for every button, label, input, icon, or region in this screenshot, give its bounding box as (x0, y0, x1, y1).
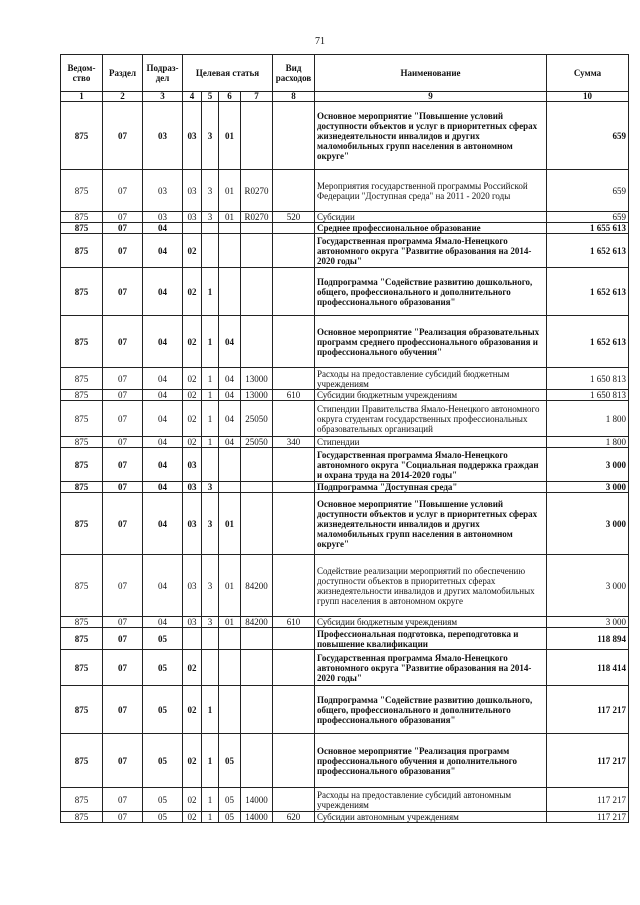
name-cell: Стипендии Правительства Ямало-Ненецкого автономного округа студентам государственных профессиональных образовательных организаций (315, 401, 547, 437)
cs-program-cell (183, 628, 202, 650)
podrazdel-cell: 05 (143, 734, 183, 788)
ved-cell: 875 (61, 268, 103, 316)
header-name: Наименование (315, 55, 547, 92)
name-cell: Субсидии бюджетным учреждениям (315, 390, 547, 401)
cs-program-cell: 03 (183, 617, 202, 628)
cs-subprogram-cell (202, 234, 219, 268)
podrazdel-cell: 04 (143, 234, 183, 268)
cs-program-cell: 02 (183, 734, 202, 788)
cs-program-cell: 03 (183, 482, 202, 493)
razdel-cell: 07 (103, 234, 143, 268)
cs-subprogram-cell (202, 223, 219, 234)
name-cell: Среднее профессиональное образование (315, 223, 547, 234)
cs-program-cell: 02 (183, 234, 202, 268)
cs-program-cell: 03 (183, 170, 202, 212)
vid-cell: 340 (273, 437, 315, 448)
podrazdel-cell: 04 (143, 482, 183, 493)
table-row (61, 234, 629, 268)
col-num: 2 (103, 92, 143, 102)
cs-program-cell: 03 (183, 555, 202, 617)
ved-cell: 875 (61, 628, 103, 650)
page-number: 71 (315, 36, 325, 47)
cs-direction-cell (241, 234, 273, 268)
cs-event-cell: 01 (219, 617, 241, 628)
cs-subprogram-cell: 3 (202, 493, 219, 555)
podrazdel-cell: 04 (143, 437, 183, 448)
table-row (61, 650, 629, 686)
cs-direction-cell (241, 650, 273, 686)
vid-cell: 610 (273, 390, 315, 401)
cs-program-cell: 02 (183, 437, 202, 448)
ved-cell: 875 (61, 734, 103, 788)
name-cell: Расходы на предоставление субсидий автономным учреждениям (315, 788, 547, 812)
podrazdel-cell: 05 (143, 628, 183, 650)
cs-direction-cell (241, 223, 273, 234)
cs-direction-cell: 13000 (241, 390, 273, 401)
table-row (61, 223, 629, 234)
vid-cell (273, 170, 315, 212)
name-cell: Профессиональная подготовка, переподготовка и повышение квалификации (315, 628, 547, 650)
ved-cell: 875 (61, 401, 103, 437)
podrazdel-cell: 05 (143, 686, 183, 734)
name-cell: Стипендии (315, 437, 547, 448)
cs-event-cell (219, 234, 241, 268)
sum-cell: 117 217 (547, 812, 629, 823)
ved-cell: 875 (61, 812, 103, 823)
cs-event-cell: 04 (219, 401, 241, 437)
sum-cell: 3 000 (547, 555, 629, 617)
table-body (61, 102, 629, 823)
sum-cell: 3 000 (547, 617, 629, 628)
cs-direction-cell: 13000 (241, 368, 273, 390)
cs-direction-cell: 14000 (241, 788, 273, 812)
vid-cell (273, 650, 315, 686)
razdel-cell: 07 (103, 437, 143, 448)
cs-program-cell: 02 (183, 401, 202, 437)
vid-cell (273, 788, 315, 812)
header-ved: Ведом- ство (61, 55, 103, 92)
sum-cell: 118 414 (547, 650, 629, 686)
col-num: 8 (273, 92, 315, 102)
sum-cell: 118 894 (547, 628, 629, 650)
cs-event-cell (219, 223, 241, 234)
podrazdel-cell: 04 (143, 316, 183, 368)
table-row (61, 628, 629, 650)
vid-cell (273, 223, 315, 234)
name-cell: Основное мероприятие "Повышение условий доступности объектов и услуг в приоритетных сферах жизнедеятельности инвалидов и других маломобильных групп населения в автономном округе" (315, 493, 547, 555)
cs-program-cell: 02 (183, 316, 202, 368)
name-cell: Подпрограмма "Содействие развитию дошкольного, общего, профессионального и дополнительного профессионального образования" (315, 268, 547, 316)
sum-cell: 1 652 613 (547, 268, 629, 316)
cs-event-cell (219, 448, 241, 482)
col-num: 7 (241, 92, 273, 102)
cs-event-cell: 04 (219, 368, 241, 390)
vid-cell (273, 268, 315, 316)
cs-event-cell: 05 (219, 812, 241, 823)
podrazdel-cell: 04 (143, 448, 183, 482)
cs-program-cell: 03 (183, 212, 202, 223)
table-row (61, 212, 629, 223)
table-row (61, 555, 629, 617)
razdel-cell: 07 (103, 448, 143, 482)
vid-cell (273, 628, 315, 650)
vid-cell (273, 234, 315, 268)
table-row (61, 268, 629, 316)
cs-event-cell: 01 (219, 555, 241, 617)
razdel-cell: 07 (103, 223, 143, 234)
cs-subprogram-cell: 1 (202, 734, 219, 788)
sum-cell: 117 217 (547, 686, 629, 734)
razdel-cell: 07 (103, 493, 143, 555)
razdel-cell: 07 (103, 170, 143, 212)
podrazdel-cell: 04 (143, 617, 183, 628)
col-num: 4 (183, 92, 202, 102)
razdel-cell: 07 (103, 482, 143, 493)
ved-cell: 875 (61, 212, 103, 223)
cs-direction-cell: 25050 (241, 437, 273, 448)
name-cell: Государственная программа Ямало-Ненецкого автономного округа "Развитие образования на 2014-2020 годы" (315, 234, 547, 268)
cs-subprogram-cell: 3 (202, 212, 219, 223)
header-vid-rashodov: Вид расходов (273, 55, 315, 92)
table-row (61, 734, 629, 788)
podrazdel-cell: 03 (143, 212, 183, 223)
budget-table (60, 54, 629, 823)
cs-event-cell: 01 (219, 212, 241, 223)
ved-cell: 875 (61, 686, 103, 734)
column-numbers-row (61, 92, 629, 102)
razdel-cell: 07 (103, 316, 143, 368)
sum-cell: 1 650 813 (547, 368, 629, 390)
cs-event-cell: 01 (219, 102, 241, 170)
vid-cell: 620 (273, 812, 315, 823)
cs-program-cell: 02 (183, 268, 202, 316)
cs-direction-cell (241, 448, 273, 482)
table-row (61, 102, 629, 170)
col-num: 3 (143, 92, 183, 102)
table-row (61, 170, 629, 212)
ved-cell: 875 (61, 482, 103, 493)
name-cell: Подпрограмма "Содействие развитию дошкольного, общего, профессионального и дополнительного профессионального образования" (315, 686, 547, 734)
cs-event-cell: 01 (219, 170, 241, 212)
ved-cell: 875 (61, 223, 103, 234)
podrazdel-cell: 04 (143, 555, 183, 617)
cs-event-cell (219, 686, 241, 734)
col-num: 9 (315, 92, 547, 102)
razdel-cell: 07 (103, 617, 143, 628)
cs-direction-cell: 25050 (241, 401, 273, 437)
table-row (61, 686, 629, 734)
cs-direction-cell (241, 734, 273, 788)
sum-cell: 659 (547, 212, 629, 223)
sum-cell: 3 000 (547, 482, 629, 493)
podrazdel-cell: 04 (143, 368, 183, 390)
cs-event-cell (219, 482, 241, 493)
cs-subprogram-cell: 1 (202, 401, 219, 437)
table-row (61, 316, 629, 368)
ved-cell: 875 (61, 234, 103, 268)
razdel-cell: 07 (103, 390, 143, 401)
cs-program-cell (183, 223, 202, 234)
vid-cell (273, 734, 315, 788)
razdel-cell: 07 (103, 401, 143, 437)
ved-cell: 875 (61, 555, 103, 617)
sum-cell: 1 800 (547, 401, 629, 437)
razdel-cell: 07 (103, 555, 143, 617)
cs-direction-cell: 84200 (241, 617, 273, 628)
cs-event-cell: 01 (219, 493, 241, 555)
razdel-cell: 07 (103, 102, 143, 170)
sum-cell: 3 000 (547, 493, 629, 555)
podrazdel-cell: 03 (143, 102, 183, 170)
table-row (61, 788, 629, 812)
cs-direction-cell: 14000 (241, 812, 273, 823)
podrazdel-cell: 04 (143, 493, 183, 555)
col-num: 5 (202, 92, 219, 102)
name-cell: Подпрограмма "Доступная среда" (315, 482, 547, 493)
razdel-cell: 07 (103, 268, 143, 316)
header-summa: Сумма (547, 55, 629, 92)
ved-cell: 875 (61, 448, 103, 482)
cs-subprogram-cell: 1 (202, 368, 219, 390)
table-row (61, 368, 629, 390)
vid-cell (273, 401, 315, 437)
cs-program-cell: 03 (183, 102, 202, 170)
name-cell: Содействие реализации мероприятий по обеспечению доступности объектов в приоритетных сферах жизнедеятельности инвалидов и других маломобильных групп населения в автономном округе (315, 555, 547, 617)
sum-cell: 1 650 813 (547, 390, 629, 401)
ved-cell: 875 (61, 390, 103, 401)
cs-program-cell: 02 (183, 650, 202, 686)
name-cell: Государственная программа Ямало-Ненецкого автономного округа "Развитие образования на 2014-2020 годы" (315, 650, 547, 686)
sum-cell: 117 217 (547, 788, 629, 812)
cs-event-cell (219, 628, 241, 650)
vid-cell (273, 482, 315, 493)
podrazdel-cell: 05 (143, 650, 183, 686)
vid-cell: 610 (273, 617, 315, 628)
ved-cell: 875 (61, 102, 103, 170)
cs-direction-cell: 84200 (241, 555, 273, 617)
vid-cell (273, 493, 315, 555)
cs-direction-cell (241, 482, 273, 493)
cs-event-cell: 04 (219, 390, 241, 401)
name-cell: Субсидии автономным учреждениям (315, 812, 547, 823)
cs-subprogram-cell: 1 (202, 268, 219, 316)
cs-event-cell (219, 268, 241, 316)
name-cell: Субсидии бюджетным учреждениям (315, 617, 547, 628)
podrazdel-cell: 04 (143, 268, 183, 316)
podrazdel-cell: 05 (143, 812, 183, 823)
razdel-cell: 07 (103, 686, 143, 734)
cs-event-cell: 04 (219, 316, 241, 368)
table-row (61, 493, 629, 555)
razdel-cell: 07 (103, 650, 143, 686)
podrazdel-cell: 04 (143, 401, 183, 437)
razdel-cell: 07 (103, 628, 143, 650)
vid-cell (273, 686, 315, 734)
razdel-cell: 07 (103, 368, 143, 390)
header-razdel: Раздел (103, 55, 143, 92)
cs-direction-cell (241, 102, 273, 170)
ved-cell: 875 (61, 788, 103, 812)
cs-subprogram-cell (202, 448, 219, 482)
cs-subprogram-cell: 3 (202, 555, 219, 617)
name-cell: Расходы на предоставление субсидий бюджетным учреждениям (315, 368, 547, 390)
cs-direction-cell (241, 316, 273, 368)
cs-event-cell (219, 650, 241, 686)
razdel-cell: 07 (103, 734, 143, 788)
cs-direction-cell (241, 493, 273, 555)
cs-direction-cell (241, 628, 273, 650)
ved-cell: 875 (61, 650, 103, 686)
cs-subprogram-cell: 1 (202, 686, 219, 734)
sum-cell: 1 800 (547, 437, 629, 448)
col-num: 10 (547, 92, 629, 102)
sum-cell: 3 000 (547, 448, 629, 482)
cs-program-cell: 02 (183, 390, 202, 401)
cs-subprogram-cell: 3 (202, 482, 219, 493)
podrazdel-cell: 05 (143, 788, 183, 812)
vid-cell (273, 555, 315, 617)
ved-cell: 875 (61, 368, 103, 390)
cs-event-cell: 05 (219, 788, 241, 812)
cs-direction-cell (241, 268, 273, 316)
table-row (61, 812, 629, 823)
name-cell: Субсидии (315, 212, 547, 223)
cs-subprogram-cell: 1 (202, 316, 219, 368)
cs-program-cell: 02 (183, 788, 202, 812)
cs-subprogram-cell: 1 (202, 788, 219, 812)
name-cell: Мероприятия государственной программы Российской Федерации "Доступная среда" на 2011 - 2020 годы (315, 170, 547, 212)
cs-direction-cell (241, 686, 273, 734)
col-num: 1 (61, 92, 103, 102)
table-row (61, 401, 629, 437)
cs-program-cell: 03 (183, 493, 202, 555)
ved-cell: 875 (61, 316, 103, 368)
cs-program-cell: 02 (183, 368, 202, 390)
name-cell: Основное мероприятие "Реализация образовательных программ среднего профессионального образования и профессионального обучения" (315, 316, 547, 368)
cs-subprogram-cell: 3 (202, 102, 219, 170)
sum-cell: 1 652 613 (547, 234, 629, 268)
vid-cell (273, 316, 315, 368)
cs-subprogram-cell: 3 (202, 170, 219, 212)
sum-cell: 659 (547, 102, 629, 170)
cs-subprogram-cell: 1 (202, 812, 219, 823)
name-cell: Основное мероприятие "Повышение условий доступности объектов и услуг в приоритетных сферах жизнедеятельности инвалидов и других маломобильных групп населения в автономном округе" (315, 102, 547, 170)
cs-event-cell: 05 (219, 734, 241, 788)
name-cell: Государственная программа Ямало-Ненецкого автономного округа "Социальная поддержка граждан и охрана труда на 2014-2020 годы" (315, 448, 547, 482)
sum-cell: 1 655 613 (547, 223, 629, 234)
ved-cell: 875 (61, 617, 103, 628)
col-num: 6 (219, 92, 241, 102)
vid-cell: 520 (273, 212, 315, 223)
razdel-cell: 07 (103, 212, 143, 223)
cs-subprogram-cell (202, 650, 219, 686)
cs-subprogram-cell: 3 (202, 617, 219, 628)
header-row (61, 55, 629, 92)
vid-cell (273, 102, 315, 170)
podrazdel-cell: 04 (143, 223, 183, 234)
header-celevaya-statya: Целевая статья (183, 55, 273, 92)
cs-subprogram-cell: 1 (202, 437, 219, 448)
ved-cell: 875 (61, 437, 103, 448)
podrazdel-cell: 04 (143, 390, 183, 401)
cs-event-cell: 04 (219, 437, 241, 448)
ved-cell: 875 (61, 170, 103, 212)
sum-cell: 117 217 (547, 734, 629, 788)
name-cell: Основное мероприятие "Реализация программ профессионального обучения и дополнительного профессионального образования" (315, 734, 547, 788)
cs-subprogram-cell (202, 628, 219, 650)
vid-cell (273, 448, 315, 482)
header-podrazdel: Подраз- дел (143, 55, 183, 92)
table-row (61, 437, 629, 448)
table-row (61, 482, 629, 493)
cs-direction-cell: R0270 (241, 170, 273, 212)
table-row (61, 390, 629, 401)
cs-subprogram-cell: 1 (202, 390, 219, 401)
sum-cell: 1 652 613 (547, 316, 629, 368)
cs-program-cell: 02 (183, 812, 202, 823)
razdel-cell: 07 (103, 788, 143, 812)
table-row (61, 617, 629, 628)
razdel-cell: 07 (103, 812, 143, 823)
cs-program-cell: 03 (183, 448, 202, 482)
podrazdel-cell: 03 (143, 170, 183, 212)
vid-cell (273, 368, 315, 390)
cs-program-cell: 02 (183, 686, 202, 734)
sum-cell: 659 (547, 170, 629, 212)
cs-direction-cell: R0270 (241, 212, 273, 223)
ved-cell: 875 (61, 493, 103, 555)
table-row (61, 448, 629, 482)
